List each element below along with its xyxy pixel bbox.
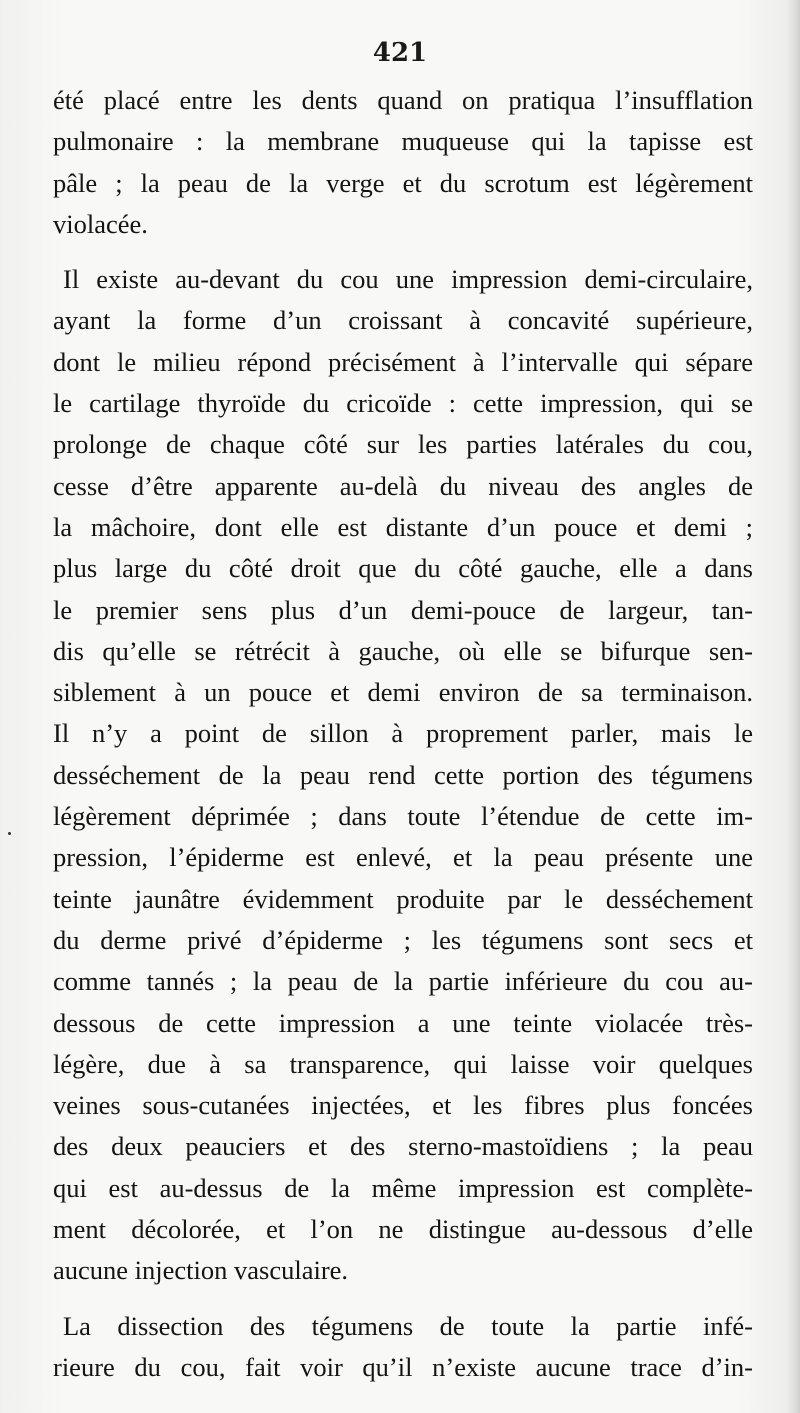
text-line: du derme privé d’épiderme ; les tégumens sont secs et [53,924,753,955]
text-line: Il existe au-devant du cou une impression demi-circulaire, [63,264,753,295]
page-edge-shadow [786,0,800,1413]
text-line: été placé entre les dents quand on pratiqua l’insufflation [53,85,753,115]
text-line: cesse d’être apparente au-delà du niveau des angles de [53,470,753,501]
text-line: des deux peauciers et des sterno-mastoïdiens ; la peau [53,1131,753,1162]
text-line: aucune injection vasculaire. [53,1255,349,1286]
paragraph [53,259,753,1291]
paragraph [53,1306,753,1389]
text-line: La dissection des tégumens de toute la partie infé- [63,1310,753,1341]
text-line: dessous de cette impression a une teinte violacée très- [53,1007,753,1038]
paragraph [53,80,753,245]
page-number: 421 [372,38,428,68]
text-line: siblement à un pouce et demi environ de sa terminaison. [53,677,753,708]
text-line: pulmonaire : la membrane muqueuse qui la tapisse est [53,126,753,157]
text-line: Il n’y a point de sillon à proprement parler, mais le [53,718,753,749]
text-line: le cartilage thyroïde du cricoïde : cette impression, qui se [53,388,753,419]
text-line: veines sous-cutanées injectées, et les fibres plus foncées [53,1090,753,1121]
text-line: comme tannés ; la peau de la partie inférieure du cou au- [53,966,753,997]
text-line: la mâchoire, dont elle est distante d’un pouce et demi ; [53,511,753,542]
text-line: dis qu’elle se rétrécit à gauche, où elle se bifurque sen- [53,635,753,666]
print-speck [8,832,11,835]
text-line: le premier sens plus d’un demi-pouce de largeur, tan- [53,594,753,625]
body-text [53,80,753,1402]
text-line: teinte jaunâtre évidemment produite par le desséchement [53,883,753,914]
text-line: qui est au-dessus de la même impression est complète- [53,1172,753,1203]
text-line: violacée. [53,208,148,239]
text-line: ment décolorée, et l’on ne distingue au-dessous d’elle [53,1214,753,1245]
text-line: prolonge de chaque côté sur les parties latérales du cou, [53,429,753,460]
text-line: ayant la forme d’un croissant à concavité supérieure, [53,305,753,336]
text-line: légèrement déprimée ; dans toute l’étendue de cette im- [53,801,753,832]
text-line: légère, due à sa transparence, qui laisse voir quelques [53,1048,753,1079]
text-line: dont le milieu répond précisément à l’intervalle qui sépare [53,346,753,377]
text-line: desséchement de la peau rend cette portion des tégumens [53,759,753,790]
text-line: plus large du côté droit que du côté gauche, elle a dans [53,553,753,584]
text-line: rieure du cou, fait voir qu’il n’existe aucune trace d’in- [53,1351,753,1382]
text-line: pression, l’épiderme est enlevé, et la peau présente une [53,842,753,873]
text-line: pâle ; la peau de la verge et du scrotum est légèrement [53,167,753,198]
